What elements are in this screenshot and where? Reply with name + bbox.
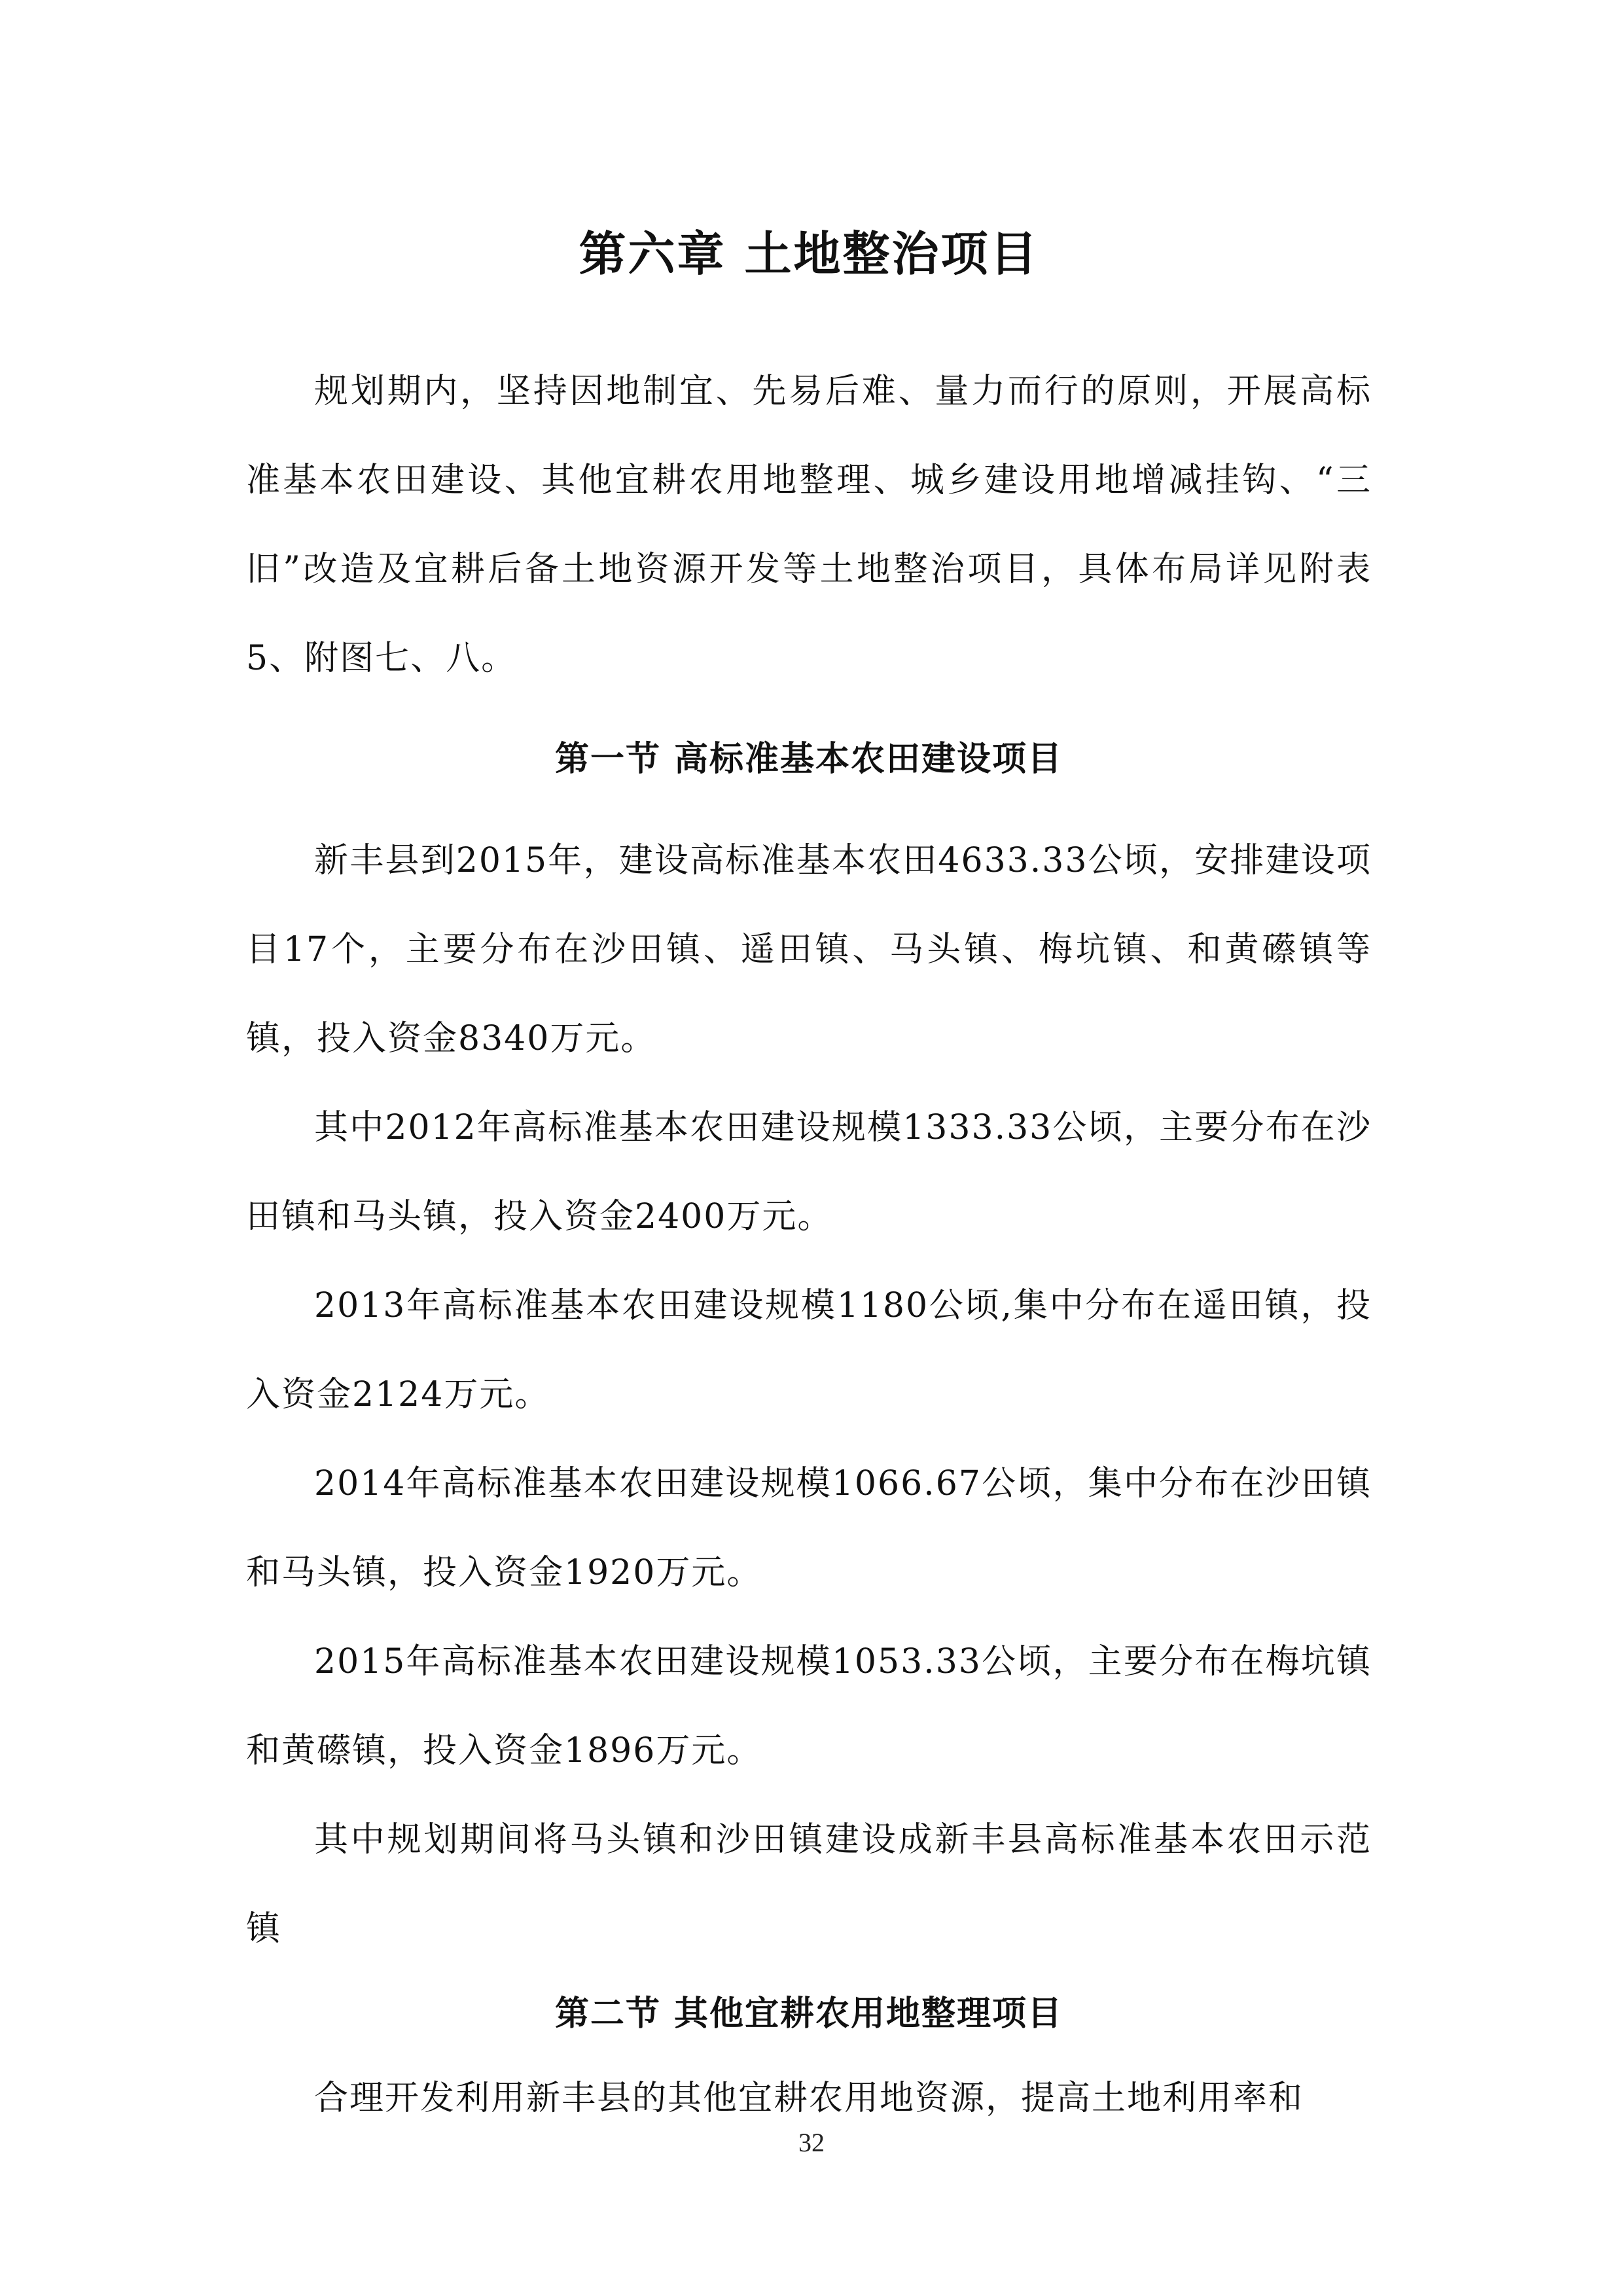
- section-2-title: 第二节 其他宜耕农用地整理项目: [554, 1994, 1063, 2034]
- section-1-title: 第一节 高标准基本农田建设项目: [554, 739, 1063, 779]
- page-number: 32: [798, 2128, 825, 2157]
- section-1-paragraph-5: 2015年高标准基本农田建设规模1053.33公顷，主要分布在梅坑镇和黄礤镇，投入资金1896万元。: [246, 1642, 1372, 1771]
- intro-paragraph: 规划期内，坚持因地制宜、先易后难、量力而行的原则，开展高标准基本农田建设、其他宜耕农用地整理、城乡建设用地增减挂钩、“三旧”改造及宜耕后备土地资源开发等土地整治项目，具体布局详见附表5、附图七、八。: [246, 372, 1372, 678]
- section-1-paragraph-1: 新丰县到2015年，建设高标准基本农田4633.33公顷，安排建设项目17个，主要分布在沙田镇、遥田镇、马头镇、梅坑镇、和黄礤镇等镇，投入资金8340万元。: [246, 841, 1372, 1059]
- section-1-paragraph-4: 2014年高标准基本农田建设规模1066.67公顷，集中分布在沙田镇和马头镇，投入资金1920万元。: [246, 1464, 1372, 1593]
- chapter-title: 第六章 土地整治项目: [579, 226, 1039, 281]
- page-content: [246, 208, 1372, 2143]
- section-2-paragraph-1: 合理开发利用新丰县的其他宜耕农用地资源，提高土地利用率和: [314, 2079, 1304, 2119]
- section-1-paragraph-3: 2013年高标准基本农田建设规模1180公顷,集中分布在遥田镇，投入资金2124万元。: [246, 1286, 1372, 1415]
- section-1-paragraph-2: 其中2012年高标准基本农田建设规模1333.33公顷，主要分布在沙田镇和马头镇，投入资金2400万元。: [246, 1108, 1372, 1237]
- section-1-paragraph-6: 其中规划期间将马头镇和沙田镇建设成新丰县高标准基本农田示范镇: [246, 1820, 1372, 1949]
